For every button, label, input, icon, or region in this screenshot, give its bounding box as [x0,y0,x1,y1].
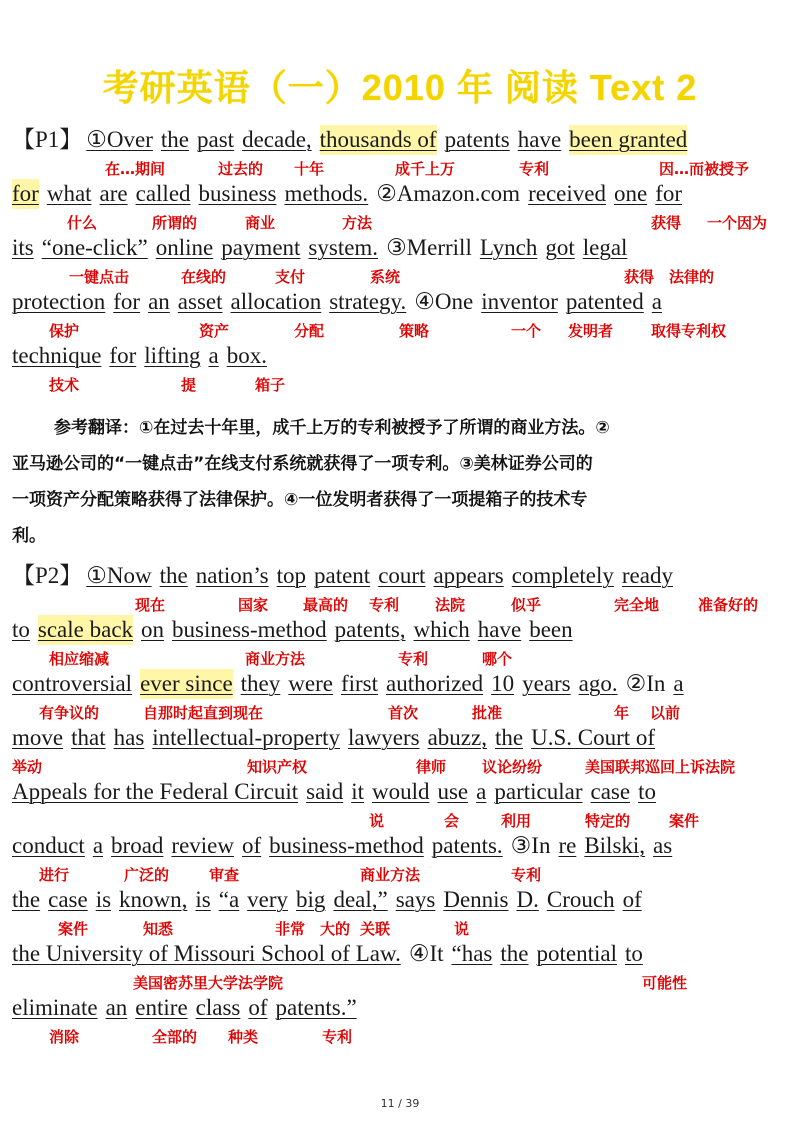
translation-line: 利。 [12,526,46,546]
gloss: 专利 [369,596,400,614]
gloss: 利用 [501,812,532,830]
word: an [105,995,128,1020]
word: patents, [334,617,406,642]
gloss: 以前 [650,704,681,722]
word: move [12,725,64,750]
word: of [248,995,268,1020]
gloss: 因…而被授予 [659,160,750,178]
gloss: 成千上万 [395,160,456,178]
gloss: 箱子 [255,376,286,394]
word: methods. [284,181,369,206]
gloss: 在…期间 [105,160,166,178]
word: that [71,725,106,750]
word: past [197,127,235,152]
translation-line: 一项资产分配策略获得了法律保护。④一位发明者获得了一项提箱子的技术专 [12,490,588,510]
translation-line: 参考翻译：①在过去十年里，成千上万的专利被授予了所谓的商业方法。② [54,418,610,438]
word: conduct [12,833,85,858]
gloss: 哪个 [482,650,513,668]
word: the University of Missouri School of Law. [12,941,401,966]
word: case [48,887,88,912]
word: intellectual-property [152,725,341,750]
word: for [113,289,141,314]
word: box. [226,343,267,368]
gloss: 过去的 [218,160,264,178]
word: of [622,887,642,912]
gloss: 方法 [342,214,373,232]
word: the [160,127,190,152]
gloss: 知识产权 [247,758,308,776]
word: Crouch [546,887,615,912]
gloss: 似乎 [511,596,542,614]
word: broad [111,833,164,858]
word: patents [444,127,510,152]
gloss: 律师 [416,758,447,776]
word: ago. [578,671,618,696]
word: as [653,833,673,858]
word: system. [308,235,379,260]
p2-label: 【P2】 [12,563,83,588]
gloss: 国家 [238,596,269,614]
word: appears [433,563,504,588]
word: an [148,289,170,314]
p2-line-4 [12,723,663,753]
word: a [673,671,684,696]
word: known, [119,887,188,912]
gloss: 说 [369,812,385,830]
gloss: 广泛的 [124,866,170,884]
word: the [159,563,188,588]
word: D. [516,887,539,912]
gloss: 一个因为 [707,214,768,232]
gloss: 法律的 [669,268,715,286]
word: “one-click” [41,235,148,260]
word: online [155,235,214,260]
word: decade, [242,127,312,152]
word: were [288,671,333,696]
gloss: 自那时起直到现在 [143,704,264,722]
word: business-method [172,617,327,642]
p2-line-1 [12,561,681,591]
word: Appeals for the Federal Circuit [12,779,299,804]
word: U.S. Court of [531,725,656,750]
gloss: 取得专利权 [651,322,727,340]
gloss: 在线的 [181,268,227,286]
word: the [12,887,41,912]
gloss: 非常 [275,920,306,938]
word: it [351,779,364,804]
word: controversial [12,671,133,696]
word: abuzz, [427,725,487,750]
p1-line-5 [12,341,275,371]
gloss: 美国密苏里大学法学院 [133,974,284,992]
gloss: 知悉 [143,920,174,938]
word: top [276,563,306,588]
gloss: 保护 [49,322,80,340]
gloss: 可能性 [642,974,688,992]
word: have [477,617,522,642]
word: for [655,181,683,206]
gloss: 商业方法 [360,866,421,884]
word: Bilski, [584,833,646,858]
gloss: 关联 [360,920,391,938]
gloss: 专利 [511,866,542,884]
word: “has [451,941,493,966]
p2-line-2 [12,615,581,645]
word: to [638,779,656,804]
word: business-method [269,833,424,858]
gloss: 策略 [399,322,430,340]
word: patented [565,289,644,314]
gloss: 议论纷纷 [482,758,543,776]
word: a [208,343,219,368]
gloss: 消除 [49,1028,80,1046]
word: years [522,671,571,696]
gloss: 分配 [294,322,325,340]
gloss: 系统 [370,268,401,286]
word: is [195,887,211,912]
highlighted-phrase: for [12,179,39,209]
highlighted-phrase: been granted [569,125,687,155]
gloss: 什么 [67,214,98,232]
word: patent [313,563,371,588]
word: first [340,671,379,696]
gloss: 说 [454,920,470,938]
gloss: 首次 [388,704,419,722]
gloss: 发明者 [568,322,614,340]
gloss: 专利 [398,650,429,668]
word: a [92,833,104,858]
word: ①Over [86,127,153,152]
word: they [240,671,281,696]
word: ④It [408,941,444,966]
word: ②Amazon.com [376,181,521,206]
word: patents.” [275,995,357,1020]
word: patents. [431,833,503,858]
word: allocation [230,289,322,314]
gloss: 案件 [58,920,89,938]
p2-line-3 [12,669,692,699]
p2-line-5 [12,777,664,807]
word: been [529,617,573,642]
gloss: 技术 [49,376,80,394]
gloss: 会 [444,812,460,830]
gloss: 批准 [472,704,503,722]
word: authorized [386,671,484,696]
word: on [141,617,165,642]
gloss: 年 [614,704,630,722]
gloss: 完全地 [614,596,660,614]
word: 10 [491,671,515,696]
word: case [590,779,631,804]
word: ④One [414,289,474,314]
word: received [528,181,606,206]
gloss: 一键点击 [69,268,130,286]
word: a [651,289,662,314]
gloss: 相应缩减 [49,650,110,668]
highlighted-phrase: ever since [140,669,233,699]
word: ③In [510,833,551,858]
p2-line-8 [12,939,651,969]
word: business [198,181,277,206]
word: lawyers [348,725,420,750]
word: Lynch [479,235,538,260]
word: said [306,779,344,804]
word: deal,” [333,887,388,912]
gloss: 获得 [651,214,682,232]
gloss: 专利 [322,1028,353,1046]
word: Dennis [443,887,509,912]
gloss: 十年 [294,160,325,178]
gloss: 商业 [245,214,276,232]
p1-label: 【P1】 [12,127,83,152]
gloss: 资产 [199,322,230,340]
gloss: 案件 [669,812,700,830]
word: for [109,343,137,368]
gloss: 商业方法 [245,650,306,668]
gloss: 大的 [320,920,351,938]
word: big [296,887,326,912]
p2-line-9 [12,993,365,1023]
gloss: 种类 [228,1028,259,1046]
word: review [171,833,234,858]
word: legal [582,235,628,260]
word: ready [621,563,673,588]
word: completely [511,563,614,588]
word: called [135,181,191,206]
p1-line-4 [12,287,670,317]
word: what [46,181,92,206]
word: to [12,617,30,642]
word: technique [12,343,102,368]
word: very [247,887,289,912]
word: particular [494,779,583,804]
gloss: 美国联邦巡回上诉法院 [585,758,736,776]
word: the [500,941,529,966]
word: ③Merrill [386,235,472,260]
word: the [494,725,524,750]
page-number: 11 / 39 [380,1097,420,1110]
gloss: 有争议的 [39,704,100,722]
gloss: 提 [181,376,197,394]
gloss: 所谓的 [152,214,198,232]
word: a [476,779,487,804]
word: ②In [625,671,666,696]
word: says [395,887,436,912]
gloss: 获得 [624,268,655,286]
p2-line-6 [12,831,680,861]
word: court [378,563,426,588]
highlighted-phrase: scale back [38,615,133,645]
word: eliminate [12,995,98,1020]
gloss: 一个 [511,322,542,340]
translation-line: 亚马逊公司的“一键点击”在线支付系统就获得了一项专利。③美林证券公司的 [12,454,593,474]
word: have [517,127,562,152]
word: its [12,235,34,260]
gloss: 全部的 [152,1028,198,1046]
word: to [624,941,643,966]
word: entire [135,995,188,1020]
gloss: 现在 [135,596,166,614]
word: “a [218,887,240,912]
gloss: 特定的 [585,812,631,830]
gloss: 专利 [519,160,550,178]
page-title: 考研英语（一）2010 年 阅读 Text 2 [102,67,698,108]
p1-translation [12,410,782,554]
word: payment [221,235,301,260]
gloss: 进行 [39,866,70,884]
word: got [545,235,575,260]
word: asset [177,289,223,314]
highlighted-phrase: thousands of [320,125,437,155]
word: would [371,779,430,804]
gloss: 支付 [275,268,306,286]
word: is [95,887,112,912]
word: ①Now [86,563,152,588]
word: class [195,995,241,1020]
gloss: 审查 [209,866,240,884]
word: use [437,779,469,804]
word: re [558,833,577,858]
word: strategy. [329,289,407,314]
gloss: 最高的 [303,596,349,614]
p1-line-2 [12,179,690,209]
gloss: 法院 [435,596,466,614]
word: potential [536,941,617,966]
word: which [413,617,470,642]
gloss: 准备好的 [698,596,759,614]
word: inventor [481,289,558,314]
p1-line-1 [12,125,695,155]
p2-line-7 [12,885,650,915]
word: lifting [144,343,201,368]
word: are [99,181,128,206]
word: nation’s [195,563,269,588]
word: of [241,833,262,858]
p1-line-3 [12,233,635,263]
gloss: 举动 [12,758,43,776]
word: has [113,725,145,750]
word: protection [12,289,106,314]
word: one [613,181,648,206]
